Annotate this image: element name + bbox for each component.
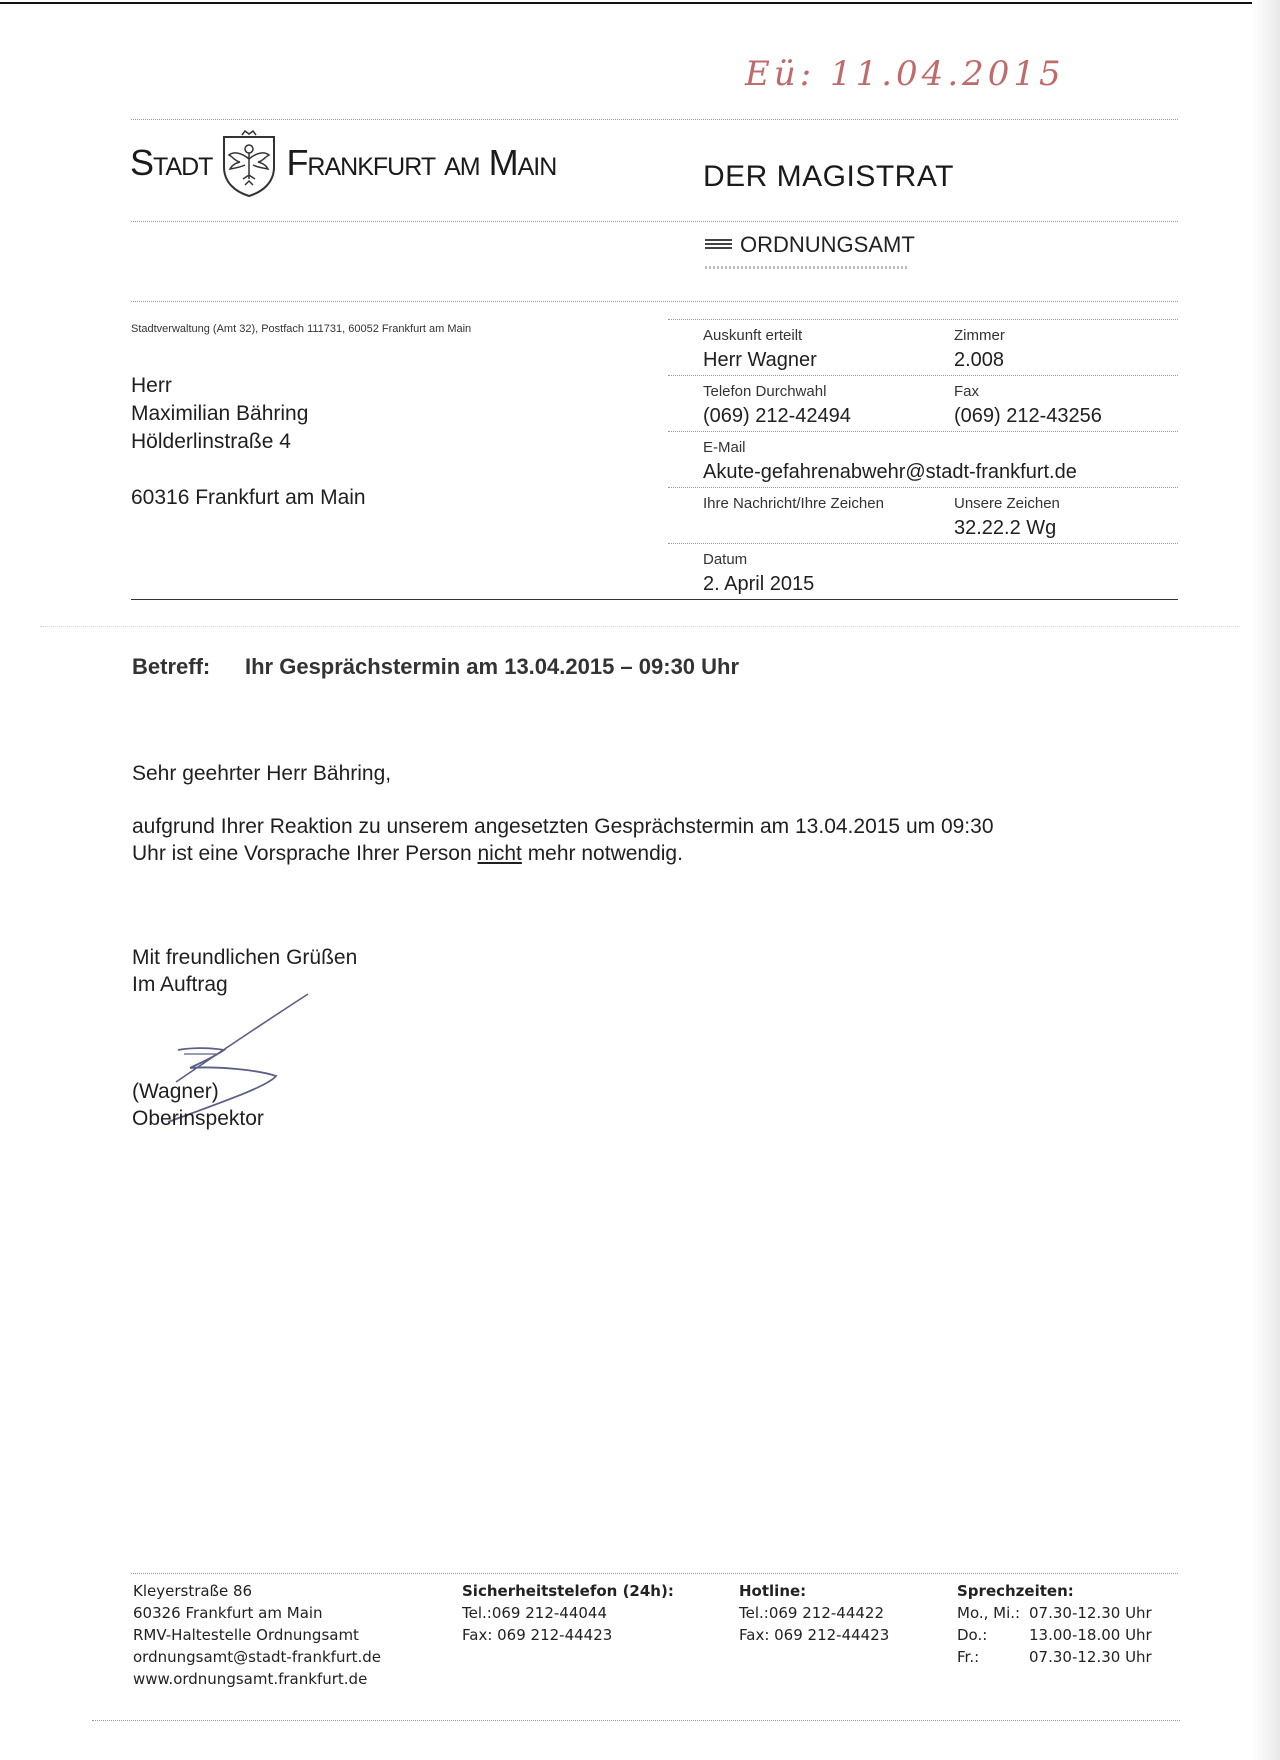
hotline-heading: Hotline:	[739, 1582, 807, 1600]
eagle-coat-of-arms-icon	[218, 129, 280, 197]
department-underline	[705, 266, 908, 269]
footer-email: ordnungsamt@stadt-frankfurt.de	[133, 1648, 382, 1666]
recipient-city: 60316 Frankfurt am Main	[131, 486, 366, 509]
hotline-tel: Tel.:069 212-44422	[739, 1604, 884, 1622]
sender-return-address: Stadtverwaltung (Amt 32), Postfach 111731, 60052 Frankfurt am Main	[131, 323, 472, 335]
telefon-value: (069) 212-42494	[703, 405, 851, 427]
recipient-name: Maximilian Bähring	[131, 402, 309, 425]
signer-name: (Wagner)	[132, 1080, 219, 1103]
datum-value: 2. April 2015	[703, 573, 815, 595]
info-rule-2	[668, 431, 1178, 432]
closing-line-1: Mit freundlichen Grüßen	[132, 946, 358, 969]
ihre-zeichen-label: Ihre Nachricht/Ihre Zeichen	[703, 495, 884, 512]
security-phone-fax: Fax: 069 212-44423	[462, 1626, 613, 1644]
zimmer-value: 2.008	[954, 349, 1005, 371]
security-phone-heading: Sicherheitstelefon (24h):	[462, 1582, 674, 1600]
info-rule-4	[668, 543, 1178, 544]
unsere-zeichen-value: 32.22.2 Wg	[954, 517, 1057, 539]
letter-line-2: Uhr ist eine Vorsprache Ihrer Person nicht mehr notwendig.	[132, 842, 683, 865]
footer-office-hours	[957, 1580, 1152, 1668]
subject-label: Betreff:	[132, 654, 211, 679]
logo-text-stadt: Stadt	[130, 142, 213, 183]
telefon-label: Telefon Durchwahl	[703, 383, 827, 400]
office-hours-row: Do.: 13.00-18.00 Uhr	[957, 1626, 1152, 1644]
signer-block	[132, 1078, 264, 1132]
recipient-address	[131, 372, 366, 512]
letter-line-1: aufgrund Ihrer Reaktion zu unserem angesetzten Gesprächstermin am 13.04.2015 um 09:30	[132, 815, 994, 838]
authority-title: DER MAGISTRAT	[703, 160, 954, 193]
emphasis-nicht: nicht	[477, 842, 522, 865]
fax-value: (069) 212-43256	[954, 405, 1102, 427]
footer-rule-bottom	[92, 1720, 1180, 1721]
footer-rule-top	[131, 1573, 1178, 1574]
office-hours-row: Fr.: 07.30-12.30 Uhr	[957, 1648, 1152, 1666]
logo-text-frankfurt: Frankfurt am Main	[286, 142, 557, 183]
zimmer-label: Zimmer	[954, 327, 1005, 344]
footer-address-line: RMV-Haltestelle Ordnungsamt	[133, 1626, 359, 1644]
department-label: ORDNUNGSAMT	[740, 232, 915, 257]
footer-security-phone	[462, 1580, 674, 1646]
scan-edge-top	[0, 2, 1280, 4]
footer-address-line: 60326 Frankfurt am Main	[133, 1604, 323, 1622]
header-rule-final	[131, 599, 1178, 600]
letter-greeting: Sehr geehrter Herr Bähring,	[132, 762, 392, 785]
header-rule-top	[131, 119, 1178, 120]
footer-website: www.ordnungsamt.frankfurt.de	[133, 1670, 368, 1688]
department-bars-icon	[705, 239, 732, 251]
unsere-zeichen-label: Unsere Zeichen	[954, 495, 1060, 512]
department-name	[705, 232, 915, 258]
handwritten-received-note: Eü: 11.04.2015	[745, 54, 1065, 94]
office-hours-row: Mo., Mi.: 07.30-12.30 Uhr	[957, 1604, 1152, 1622]
email-value: Akute-gefahrenabwehr@stadt-frankfurt.de	[703, 461, 1077, 483]
fax-label: Fax	[954, 383, 980, 400]
datum-label: Datum	[703, 551, 748, 568]
office-hours-heading: Sprechzeiten:	[957, 1582, 1074, 1600]
info-rule-3	[668, 487, 1178, 488]
city-logo	[130, 128, 556, 198]
auskunft-label: Auskunft erteilt	[703, 327, 803, 344]
footer-address-line: Kleyerstraße 86	[133, 1582, 253, 1600]
recipient-salutation: Herr	[131, 374, 172, 397]
scan-edge-right	[1252, 0, 1280, 1760]
scan-fold-line	[40, 626, 1240, 627]
auskunft-value: Herr Wagner	[703, 349, 817, 371]
header-rule-bottom	[131, 301, 1178, 302]
recipient-street: Hölderlinstraße 4	[131, 430, 291, 453]
signer-title: Oberinspektor	[132, 1107, 264, 1130]
security-phone-tel: Tel.:069 212-44044	[462, 1604, 607, 1622]
info-rule-1	[668, 375, 1178, 376]
info-rule-0	[668, 319, 1178, 320]
footer-address	[133, 1580, 381, 1690]
closing-line-2: Im Auftrag	[132, 973, 228, 996]
email-label: E-Mail	[703, 439, 746, 456]
header-rule-mid	[131, 221, 1178, 222]
hotline-fax: Fax: 069 212-44423	[739, 1626, 890, 1644]
footer-hotline	[739, 1580, 889, 1646]
letter-paragraph	[132, 813, 994, 867]
subject-text: Ihr Gesprächstermin am 13.04.2015 – 09:30 Uhr	[245, 654, 740, 679]
